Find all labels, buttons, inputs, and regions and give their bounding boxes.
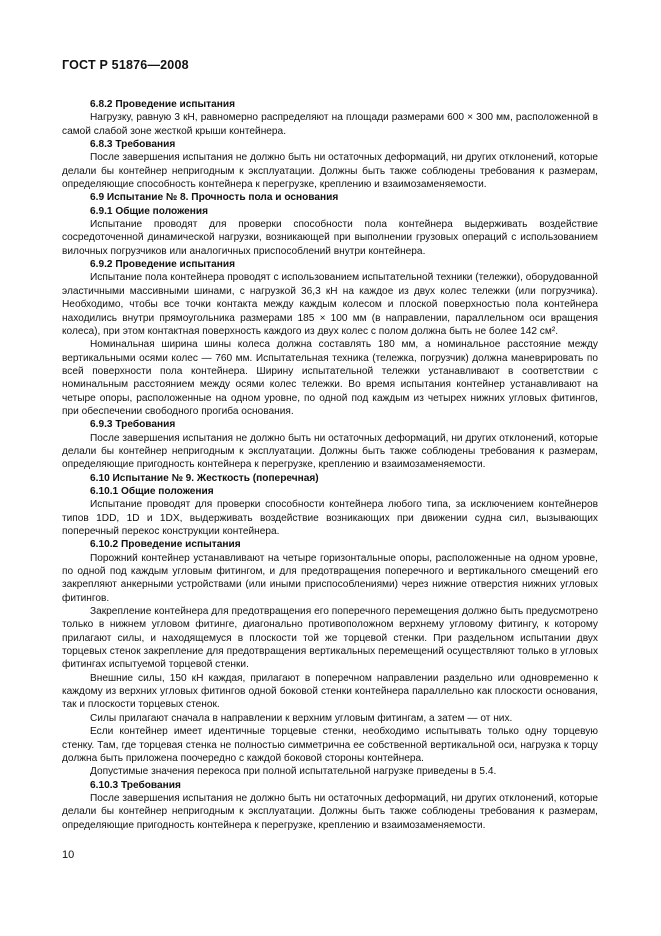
body-paragraph: Номинальная ширина шины колеса должна составлять 180 мм, а номинальное расстояние между вертикальными осями колес — 760 мм. Испытательная техника (тележка, погрузчик) должна маневрировать по всей поверхности пола контейнера. Ширину испытательной тележки устанавливают в соответствии с номинальным расстоянием между осями колес тележки. Во время испытания контейнер устанавливают на четыре опоры, расположенные на одном уровне, по одной под каждым из четырех нижних угловых фитингов, при обеспечении свободного прогиба основания. [62, 339, 598, 417]
body-paragraph: Нагрузку, равную 3 кН, равномерно распределяют на площади размерами 600 × 300 мм, расположенной в самой слабой зоне жесткой крыши контейнера. [62, 112, 598, 137]
page-number: 10 [62, 849, 75, 861]
section-heading-6-9-3: 6.9.3 Требования [90, 419, 176, 431]
body-paragraph: Испытание проводят для проверки способности контейнера любого типа, за исключением контейнеров типов 1DD, 1D и 1DX, выдерживать воздействие возникающих при движении судна сил, вызывающих поперечный перекос конструкции контейнера. [62, 499, 598, 537]
section-heading-6-9-1: 6.9.1 Общие положения [90, 205, 208, 217]
section-heading-6-10-3: 6.10.3 Требования [90, 779, 181, 791]
body-paragraph: После завершения испытания не должно быть ни остаточных деформаций, ни других отклонений, которые делали бы контейнер непригодным к эксплуатации. Должны быть также соблюдены требования к размерам, определяющие пригодность контейнера к перегрузке, креплению и взаимозаменяемости. [62, 792, 598, 831]
section-heading-6-9-2: 6.9.2 Проведение испытания [90, 259, 235, 271]
document-body [62, 98, 598, 832]
section-heading-6-10-2: 6.10.2 Проведение испытания [90, 539, 241, 551]
body-paragraph: После завершения испытания не должно быть ни остаточных деформаций, ни других отклонений, которые делали бы контейнер непригодным к эксплуатации. Должны быть также соблюдены требования к размерам, определяющие способность контейнера к перегрузке, креплению и взаимозаменяемости. [62, 152, 598, 191]
body-paragraph: Испытание пола контейнера проводят с использованием испытательной техники (тележки), оборудованной эластичными массивными шинами, с нагрузкой 36,3 кН на каждое из двух колес тележки (или погрузчика). Необходимо, чтобы все точки контакта между каждым колесом и плоской поверхностью пола контейнера находились внутри прямоугольника размерами 185 × 100 мм (в направлении, параллельном оси вращения колеса), при этом контактная поверхность каждого из двух колес с полом должна быть не более 142 см². [62, 272, 598, 337]
standard-designation: ГОСТ Р 51876—2008 [62, 58, 189, 72]
body-paragraph: Испытание проводят для проверки способности пола контейнера выдерживать воздействие сосредоточенной динамической нагрузки, возникающей при выполнении грузовых операций с использованием вилочных погрузчиков или аналогичных приспособлений внутри контейнера. [62, 219, 598, 257]
body-paragraph: Силы прилагают сначала в направлении к верхним угловым фитингам, а затем — от них. [90, 712, 513, 724]
body-paragraph: После завершения испытания не должно быть ни остаточных деформаций, ни других отклонений, которые делали бы контейнер непригодным к эксплуатации. Должны быть также соблюдены требования к размерам, определяющие пригодность контейнера к перегрузке, креплению и взаимозаменяемости. [62, 432, 598, 471]
section-heading-6-9: 6.9 Испытание № 8. Прочность пола и основания [90, 192, 339, 204]
section-heading-6-10-1: 6.10.1 Общие положения [90, 485, 214, 497]
section-heading-6-10: 6.10 Испытание № 9. Жесткость (поперечная) [90, 472, 319, 484]
body-paragraph: Внешние силы, 150 кН каждая, прилагают в поперечном направлении раздельно или одновременно к каждому из верхних угловых фитингов одной боковой стенки контейнера параллельно как плоскости основания, так и плоскости торцевых стенок. [62, 672, 598, 711]
body-paragraph: Порожний контейнер устанавливают на четыре горизонтальные опоры, расположенные на одном уровне, по одной под каждым угловым фитингом, и для предотвращения поперечного и вертикального смещений его закрепляют анкерными устройствами (или иными приспособлениями) через нижние отверстия нижних угловых фитингов. [62, 552, 598, 604]
section-heading-6-8-2: 6.8.2 Проведение испытания [90, 99, 235, 110]
body-paragraph: Закрепление контейнера для предотвращения его поперечного перемещения должно быть предусмотрено только в нижнем угловом фитинге, диагонально противоположном верхнему угловому фитингу, к которому прилагают силы, и находящемуся в плоскости той же торцевой стенки. При раздельном испытании двух торцевых стенок закрепление для предотвращения вертикальных перемещений осуществляют только в угловых фитингах испытуемой торцевой стенки. [62, 606, 598, 671]
body-paragraph: Допустимые значения перекоса при полной испытательной нагрузке приведены в 5.4. [90, 766, 497, 778]
body-paragraph: Если контейнер имеет идентичные торцевые стенки, необходимо испытывать только одну торцевую стенку. Там, где торцевая стенка не полностью симметрична ее собственной вертикальной оси, нагрузка к торцу должна быть приложена поочередно с каждой боковой стороны контейнера. [62, 726, 598, 764]
section-heading-6-8-3: 6.8.3 Требования [90, 139, 176, 151]
